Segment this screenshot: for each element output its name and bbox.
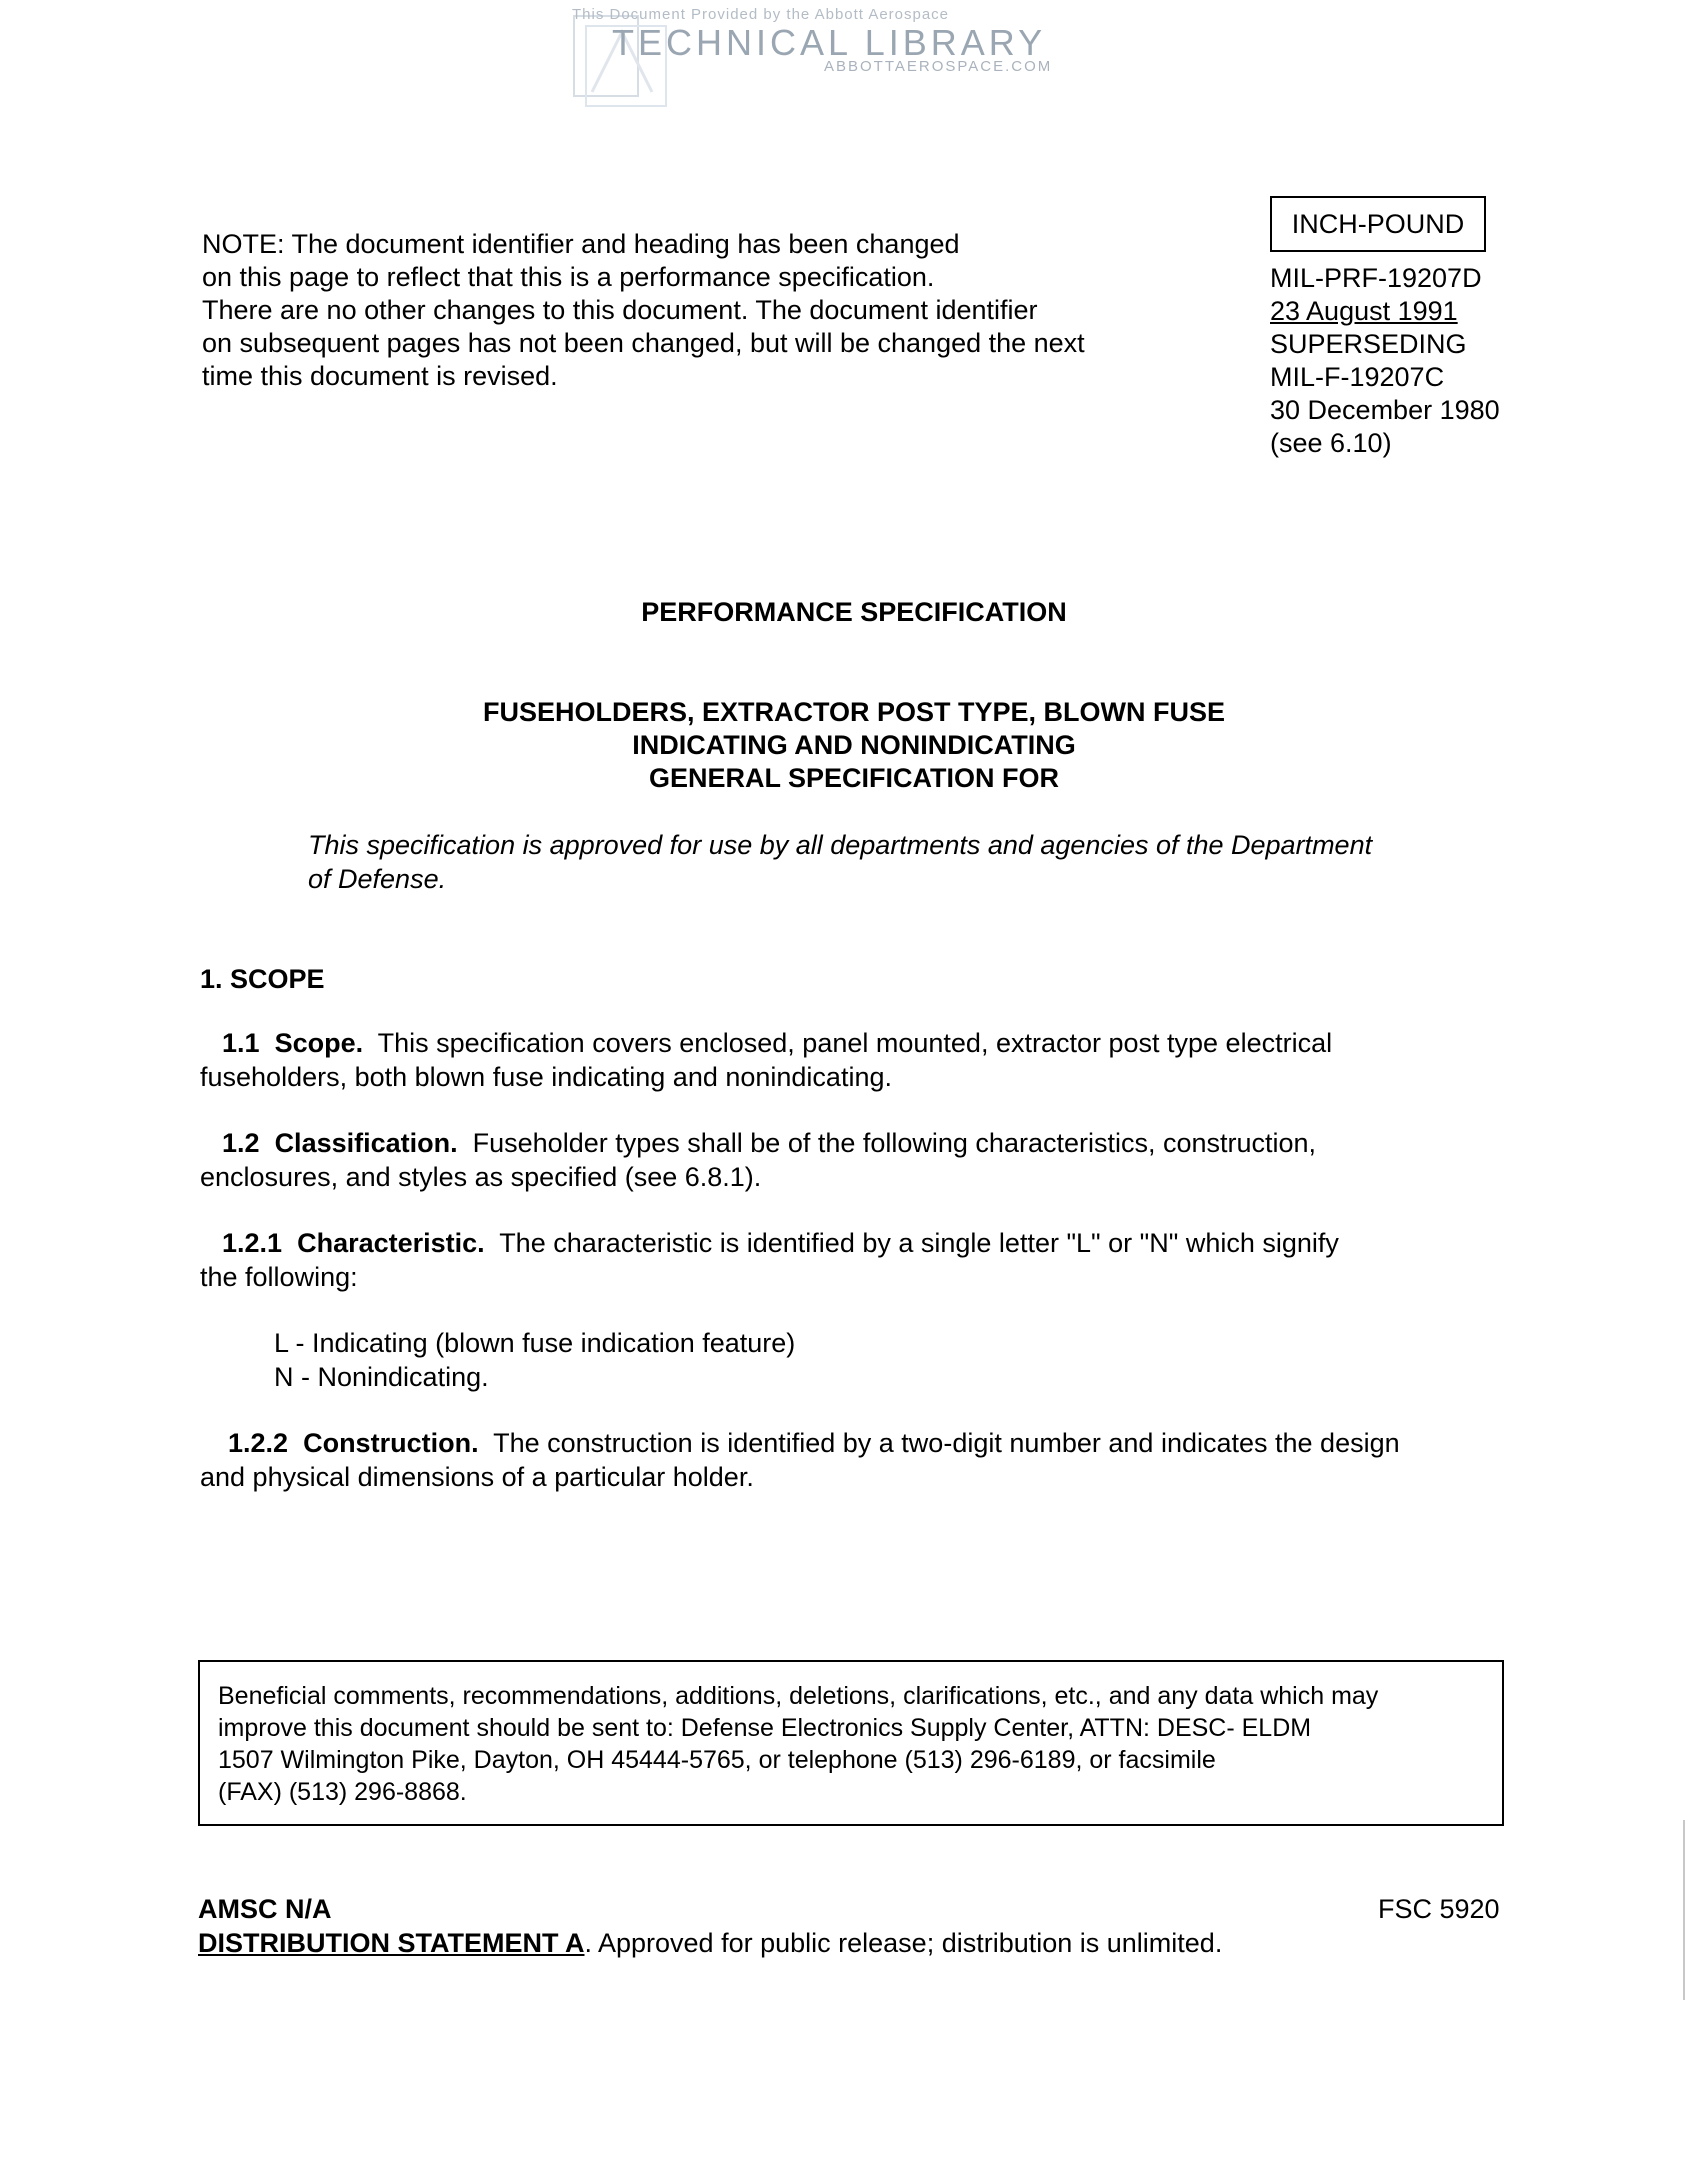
paragraph-1-2 bbox=[200, 1126, 1490, 1194]
note-line: on this page to reflect that this is a performance specification. bbox=[202, 262, 935, 292]
comments-line: improve this document should be sent to: Defense Electronics Supply Center, ATTN: DESC- ELDM bbox=[218, 1714, 1312, 1742]
para-text: and physical dimensions of a particular holder. bbox=[200, 1462, 754, 1492]
doc-date: 23 August 1991 bbox=[1270, 296, 1458, 326]
see-reference: (see 6.10) bbox=[1270, 428, 1392, 458]
para-text: enclosures, and styles as specified (see 6.8.1). bbox=[200, 1162, 762, 1192]
document-identifier-block bbox=[1270, 262, 1500, 460]
paragraph-1-2-2 bbox=[200, 1426, 1490, 1494]
para-title: Scope. bbox=[274, 1028, 364, 1058]
characteristic-list bbox=[274, 1326, 795, 1394]
inch-pound-box: INCH-POUND bbox=[1270, 196, 1486, 252]
para-text: The construction is identified by a two-digit number and indicates the design bbox=[493, 1428, 1400, 1458]
para-title: Characteristic. bbox=[297, 1228, 485, 1258]
paragraph-1-1 bbox=[200, 1026, 1490, 1094]
note-line: There are no other changes to this document. The document identifier bbox=[202, 295, 1038, 325]
para-text: This specification covers enclosed, panel mounted, extractor post type electrical bbox=[377, 1028, 1333, 1058]
note-line: on subsequent pages has not been changed, but will be changed the next bbox=[202, 328, 1085, 358]
list-item: N - Nonindicating. bbox=[274, 1362, 489, 1392]
scan-edge-divider bbox=[1683, 1820, 1685, 2000]
para-title: Construction. bbox=[303, 1428, 479, 1458]
para-number: 1.2 bbox=[222, 1128, 260, 1158]
comments-line: Beneficial comments, recommendations, additions, deletions, clarifications, etc., and any data which may bbox=[218, 1682, 1379, 1710]
title-line: GENERAL SPECIFICATION FOR bbox=[648, 763, 1060, 793]
approval-line: This specification is approved for use by all departments and agencies of the Department bbox=[308, 830, 1373, 860]
superseded-id: MIL-F-19207C bbox=[1270, 362, 1445, 392]
distribution-text: . Approved for public release; distribution is unlimited. bbox=[584, 1928, 1223, 1958]
watermark-website: ABBOTTAEROSPACE.COM bbox=[824, 58, 1053, 75]
approval-line: of Defense. bbox=[308, 864, 447, 894]
fsc-label: FSC 5920 bbox=[1378, 1894, 1500, 1924]
para-number: 1.2.1 bbox=[222, 1228, 283, 1258]
amsc-label: AMSC N/A bbox=[198, 1894, 332, 1924]
section-heading-scope: 1. SCOPE bbox=[200, 964, 325, 994]
para-number: 1.2.2 bbox=[228, 1428, 289, 1458]
comments-box bbox=[198, 1660, 1504, 1826]
list-item: L - Indicating (blown fuse indication feature) bbox=[274, 1328, 796, 1358]
para-text: The characteristic is identified by a single letter "L" or "N" which signify bbox=[499, 1228, 1339, 1258]
distribution-statement bbox=[198, 1928, 1222, 1959]
change-note bbox=[202, 228, 1142, 393]
spec-type-title: PERFORMANCE SPECIFICATION bbox=[641, 597, 1067, 627]
para-number: 1.1 bbox=[222, 1028, 260, 1058]
note-line: time this document is revised. bbox=[202, 361, 558, 391]
approval-statement bbox=[308, 828, 1438, 896]
title-line: INDICATING AND NONINDICATING bbox=[632, 730, 1076, 760]
doc-id: MIL-PRF-19207D bbox=[1270, 263, 1482, 293]
note-line: NOTE: The document identifier and heading has been changed bbox=[202, 229, 960, 259]
superseding-label: SUPERSEDING bbox=[1270, 329, 1467, 359]
title-line: FUSEHOLDERS, EXTRACTOR POST TYPE, BLOWN FUSE bbox=[482, 697, 1226, 727]
paragraph-1-2-1 bbox=[200, 1226, 1490, 1294]
para-title: Classification. bbox=[274, 1128, 458, 1158]
watermark-provided-by: This Document Provided by the Abbott Aerospace bbox=[572, 6, 950, 23]
watermark-technical-library: TECHNICAL LIBRARY bbox=[612, 22, 1047, 63]
watermark bbox=[0, 0, 1686, 120]
superseded-date: 30 December 1980 bbox=[1270, 395, 1500, 425]
para-text: the following: bbox=[200, 1262, 358, 1292]
para-text: Fuseholder types shall be of the following characteristics, construction, bbox=[472, 1128, 1317, 1158]
comments-line: (FAX) (513) 296-8868. bbox=[218, 1778, 467, 1806]
para-text: fuseholders, both blown fuse indicating and nonindicating. bbox=[200, 1062, 892, 1092]
distribution-label: DISTRIBUTION STATEMENT A bbox=[198, 1928, 585, 1958]
comments-line: 1507 Wilmington Pike, Dayton, OH 45444-5765, or telephone (513) 296-6189, or facsimile bbox=[218, 1746, 1216, 1774]
main-title bbox=[0, 696, 1686, 795]
